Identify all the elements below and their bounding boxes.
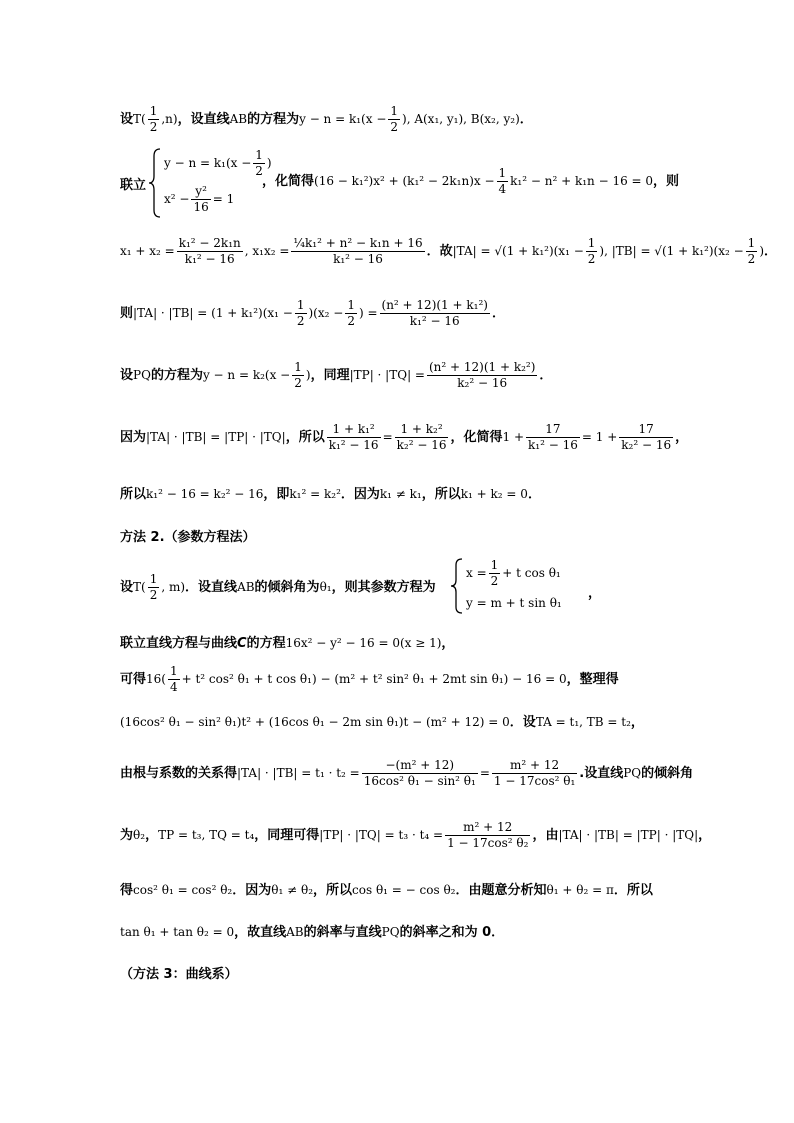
text: ，所以 <box>313 883 353 898</box>
math: (16 − k₁²)x² + (k₁² − 2k₁n)x − <box>314 174 495 188</box>
fraction <box>445 820 530 851</box>
numerator: 1 <box>747 236 756 250</box>
numerator: 1 <box>149 104 158 118</box>
text: ．因为 <box>232 883 272 898</box>
text: ． <box>519 112 533 127</box>
numerator: 17 <box>526 422 580 438</box>
denominator: k₁² − 16 <box>184 252 235 266</box>
math: ) <box>266 156 272 170</box>
fraction <box>362 758 478 789</box>
math: cos θ₁ = − cos θ₂ <box>352 883 456 897</box>
fraction <box>380 298 490 329</box>
denominator: 4 <box>498 182 507 196</box>
numerator: 1 <box>296 298 305 312</box>
math: |TA| = √(1 + k₁²)(x₁ − <box>452 244 584 258</box>
text: 的斜率与直线 <box>303 925 382 940</box>
fraction <box>586 236 598 267</box>
math: AB <box>286 925 304 939</box>
text: ，同理可得 <box>254 828 320 843</box>
math: AB <box>237 580 255 594</box>
text: ．因为 <box>340 487 380 502</box>
math: + t cos θ₁ <box>502 566 561 580</box>
denominator: 1 − 17cos² θ₂ <box>447 836 529 850</box>
left-brace-icon <box>148 148 162 218</box>
math: ), A(x₁, y₁), B(x₂, y₂) <box>402 112 520 126</box>
numerator: m² + 12 <box>492 758 577 774</box>
text: ． <box>764 244 778 259</box>
math: )(x₂ − <box>308 306 344 320</box>
text: ， <box>145 828 159 843</box>
line-14 <box>120 820 711 851</box>
numerator: 1 + k₂² <box>395 422 449 438</box>
line-13 <box>120 758 693 789</box>
fraction <box>395 422 449 453</box>
numerator: 1 <box>294 360 302 374</box>
numerator: m² + 12 <box>445 820 530 836</box>
math: k₁ ≠ k₁ <box>379 487 422 501</box>
numerator: (n² + 12)(1 + k₁²) <box>381 298 488 312</box>
text: 得 <box>120 883 134 898</box>
math: θ₁ <box>319 580 332 594</box>
fraction <box>191 184 210 215</box>
math: |TA| · |TB| = (1 + k₁²)(x₁ − <box>133 306 293 320</box>
fraction <box>291 236 424 267</box>
line-10 <box>120 632 454 651</box>
math: ), |TB| = √(1 + k₁²)(x₂ − <box>599 244 744 258</box>
math: TA = t₁, TB = t₂ <box>535 715 631 729</box>
math: ) = <box>358 306 378 320</box>
text: ，所以 <box>285 430 325 445</box>
line-4 <box>120 298 505 329</box>
text: ， <box>588 586 602 601</box>
math: y = m + t sin θ₁ <box>466 596 562 610</box>
fraction <box>619 422 673 453</box>
numerator: k₁² − 2k₁n <box>178 236 241 250</box>
math: T( <box>133 112 146 126</box>
system-eq-2 <box>164 184 234 215</box>
section-heading-method-2 <box>120 526 256 545</box>
math: AB <box>229 112 248 126</box>
denominator: k₂² − 16 <box>396 438 447 452</box>
text: 则 <box>120 306 134 321</box>
text: ．故 <box>426 244 453 259</box>
numerator: 1 <box>490 558 499 572</box>
denominator: 16 <box>193 200 209 214</box>
numerator: 1 <box>255 148 263 162</box>
denominator: 2 <box>747 252 756 266</box>
math: x = <box>466 566 487 580</box>
numerator: 1 <box>347 298 355 312</box>
denominator: 1 − 17cos² θ₁ <box>493 774 576 788</box>
math: (16cos² θ₁ − sin² θ₁)t² + (16cos θ₁ − 2m sin θ₁)t − (m² + 12) = 0 <box>120 715 510 729</box>
system-eq-1 <box>164 148 272 179</box>
line-16 <box>120 921 504 940</box>
param-eq-y <box>466 596 562 611</box>
denominator: k₁² − 16 <box>333 252 383 266</box>
text: ．设 <box>509 715 536 730</box>
denominator: 2 <box>294 376 302 390</box>
denominator: 16cos² θ₁ − sin² θ₁ <box>363 774 476 788</box>
math: 16( <box>146 672 166 686</box>
math: |TA| · |TB| = |TP| · |TQ| <box>558 828 699 842</box>
text: C <box>237 636 247 651</box>
text: ，同理 <box>310 368 350 383</box>
line-9-text <box>120 572 436 603</box>
denominator: 2 <box>296 314 305 328</box>
text: ，设直线 <box>177 112 230 127</box>
section-heading-method-3 <box>120 963 238 982</box>
text: 的方程为 <box>150 368 203 383</box>
text: .设直线 <box>579 766 624 781</box>
text: ，所以 <box>421 487 461 502</box>
math: |TA| · |TB| = |TP| · |TQ| <box>146 430 286 444</box>
numerator: −(m² + 12) <box>362 758 478 774</box>
numerator: 1 <box>149 572 158 586</box>
text: ，化简得 <box>450 430 503 445</box>
text: ，则其参数方程为 <box>331 580 436 595</box>
math: y − n = k₁(x − <box>164 156 252 170</box>
line-1 <box>120 104 533 135</box>
math: + t² cos² θ₁ + t cos θ₁) − (m² + t² sin² θ₁ + 2mt sin θ₁) − 16 = 0 <box>181 672 567 686</box>
math: y − n = k₁(x − <box>299 112 387 126</box>
denominator: k₂² − 16 <box>621 438 672 452</box>
text: 设 <box>120 368 134 383</box>
fraction <box>345 298 357 329</box>
text: ．由题意分析知 <box>455 883 547 898</box>
line-7 <box>120 483 541 502</box>
math: ) <box>305 368 311 382</box>
fraction <box>526 422 580 453</box>
left-brace-icon <box>450 558 464 614</box>
fraction <box>148 572 160 603</box>
denominator: k₁² − 16 <box>328 438 379 452</box>
math: |TA| · |TB| = t₁ · t₂ = <box>237 766 360 780</box>
line-11 <box>120 664 619 695</box>
math: θ₂ <box>133 828 146 842</box>
math: k₁² − n² + k₁n − 16 = 0 <box>510 174 654 188</box>
text: ， <box>630 715 644 730</box>
math: PQ <box>133 368 151 382</box>
denominator: 2 <box>347 314 355 328</box>
line-9-end <box>588 582 601 601</box>
math: , x₁x₂ = <box>244 244 290 258</box>
math: θ₁ ≠ θ₂ <box>271 883 314 897</box>
math: cos² θ₁ = cos² θ₂ <box>133 883 233 897</box>
fraction <box>292 360 304 391</box>
text: ． <box>491 306 505 321</box>
math: 1 + <box>502 430 525 444</box>
numerator: 1 <box>498 166 507 180</box>
text: 方法 2.（参数方程法） <box>120 530 256 545</box>
line-5 <box>120 360 552 391</box>
fraction <box>492 758 577 789</box>
text: ，则 <box>653 174 680 189</box>
text: ．设直线 <box>185 580 238 595</box>
math: x² − <box>164 192 190 206</box>
denominator: 4 <box>169 680 178 694</box>
math: = 1 <box>212 192 235 206</box>
fraction <box>327 422 381 453</box>
text: ，整理得 <box>566 672 619 687</box>
math: |TP| · |TQ| = <box>349 368 425 382</box>
math: x₁ + x₂ = <box>120 244 175 258</box>
math: 16x² − y² − 16 = 0(x ≥ 1) <box>285 636 442 650</box>
param-eq-x <box>466 558 561 589</box>
math: θ₁ + θ₂ = π <box>546 883 614 897</box>
math: y − n = k₂(x − <box>202 368 291 382</box>
math: , m) <box>161 580 186 594</box>
math: tan θ₁ + tan θ₂ = 0 <box>120 925 235 939</box>
text: ，即 <box>263 487 290 502</box>
fraction <box>427 360 537 391</box>
denominator: 2 <box>149 120 158 134</box>
text: ， <box>698 828 712 843</box>
numerator: 1 + k₁² <box>327 422 381 438</box>
math: |TP| · |TQ| = t₃ · t₄ = <box>319 828 444 842</box>
text: ，故直线 <box>234 925 287 940</box>
numerator: 1 <box>587 236 596 250</box>
numerator: y² <box>191 184 210 200</box>
text: ． <box>539 368 553 383</box>
text: 设 <box>120 580 134 595</box>
fraction <box>148 104 160 135</box>
denominator: 2 <box>490 574 499 588</box>
fraction <box>295 298 307 329</box>
math: T( <box>133 580 146 594</box>
line-3 <box>120 236 777 267</box>
fraction <box>388 104 400 135</box>
text: ，由 <box>532 828 559 843</box>
math: k₁ + k₂ = 0 <box>460 487 528 501</box>
math: TP = t₃, TQ = t₄ <box>158 828 255 842</box>
denominator: 2 <box>587 252 596 266</box>
text: 联立 <box>120 178 147 193</box>
math: k₁² − 16 = k₂² − 16 <box>146 487 264 501</box>
numerator: ¼k₁² + n² − k₁n + 16 <box>293 236 423 250</box>
line-15 <box>120 879 653 898</box>
text: 的斜率之和为 0． <box>399 925 505 940</box>
denominator: 2 <box>149 588 158 602</box>
fraction <box>497 166 509 197</box>
text: 由根与系数的关系得 <box>120 766 238 781</box>
text: ．所以 <box>613 883 653 898</box>
math: ) <box>759 244 764 258</box>
text: 所以 <box>120 487 147 502</box>
text: 可得 <box>120 672 147 687</box>
text: 的倾斜角 <box>641 766 694 781</box>
math: = <box>382 430 393 444</box>
text: （方法 3：曲线系） <box>120 967 238 982</box>
text: 的方程 <box>246 636 286 651</box>
text: ，化简得 <box>262 174 315 189</box>
math: PQ <box>381 925 400 939</box>
text: ， <box>441 636 455 651</box>
text: 的方程为 <box>247 112 300 127</box>
text: 因为 <box>120 430 147 445</box>
denominator: k₂² − 16 <box>457 376 508 390</box>
text: 的倾斜角为 <box>254 580 320 595</box>
fraction <box>168 664 180 695</box>
math: ,n) <box>161 112 178 126</box>
math: = <box>479 766 490 780</box>
fraction <box>746 236 758 267</box>
text: 为 <box>120 828 134 843</box>
math: k₁² = k₂² <box>289 487 341 501</box>
denominator: k₁² − 16 <box>409 314 460 328</box>
numerator: 17 <box>619 422 673 438</box>
text: 联立直线方程与曲线 <box>120 636 238 651</box>
numerator: (n² + 12)(1 + k₂²) <box>428 360 536 374</box>
fraction <box>489 558 501 589</box>
simplified-eq <box>262 166 679 197</box>
denominator: 2 <box>255 164 263 178</box>
text: ． <box>527 487 541 502</box>
line-12 <box>120 711 644 730</box>
denominator: k₁² − 16 <box>528 438 578 452</box>
text: 设 <box>120 112 134 127</box>
fraction <box>177 236 243 267</box>
text: ， <box>675 430 689 445</box>
math: = 1 + <box>581 430 618 444</box>
numerator: 1 <box>169 664 178 678</box>
math: PQ <box>623 766 642 780</box>
line-6 <box>120 422 688 453</box>
denominator: 2 <box>390 120 399 134</box>
numerator: 1 <box>390 104 399 118</box>
